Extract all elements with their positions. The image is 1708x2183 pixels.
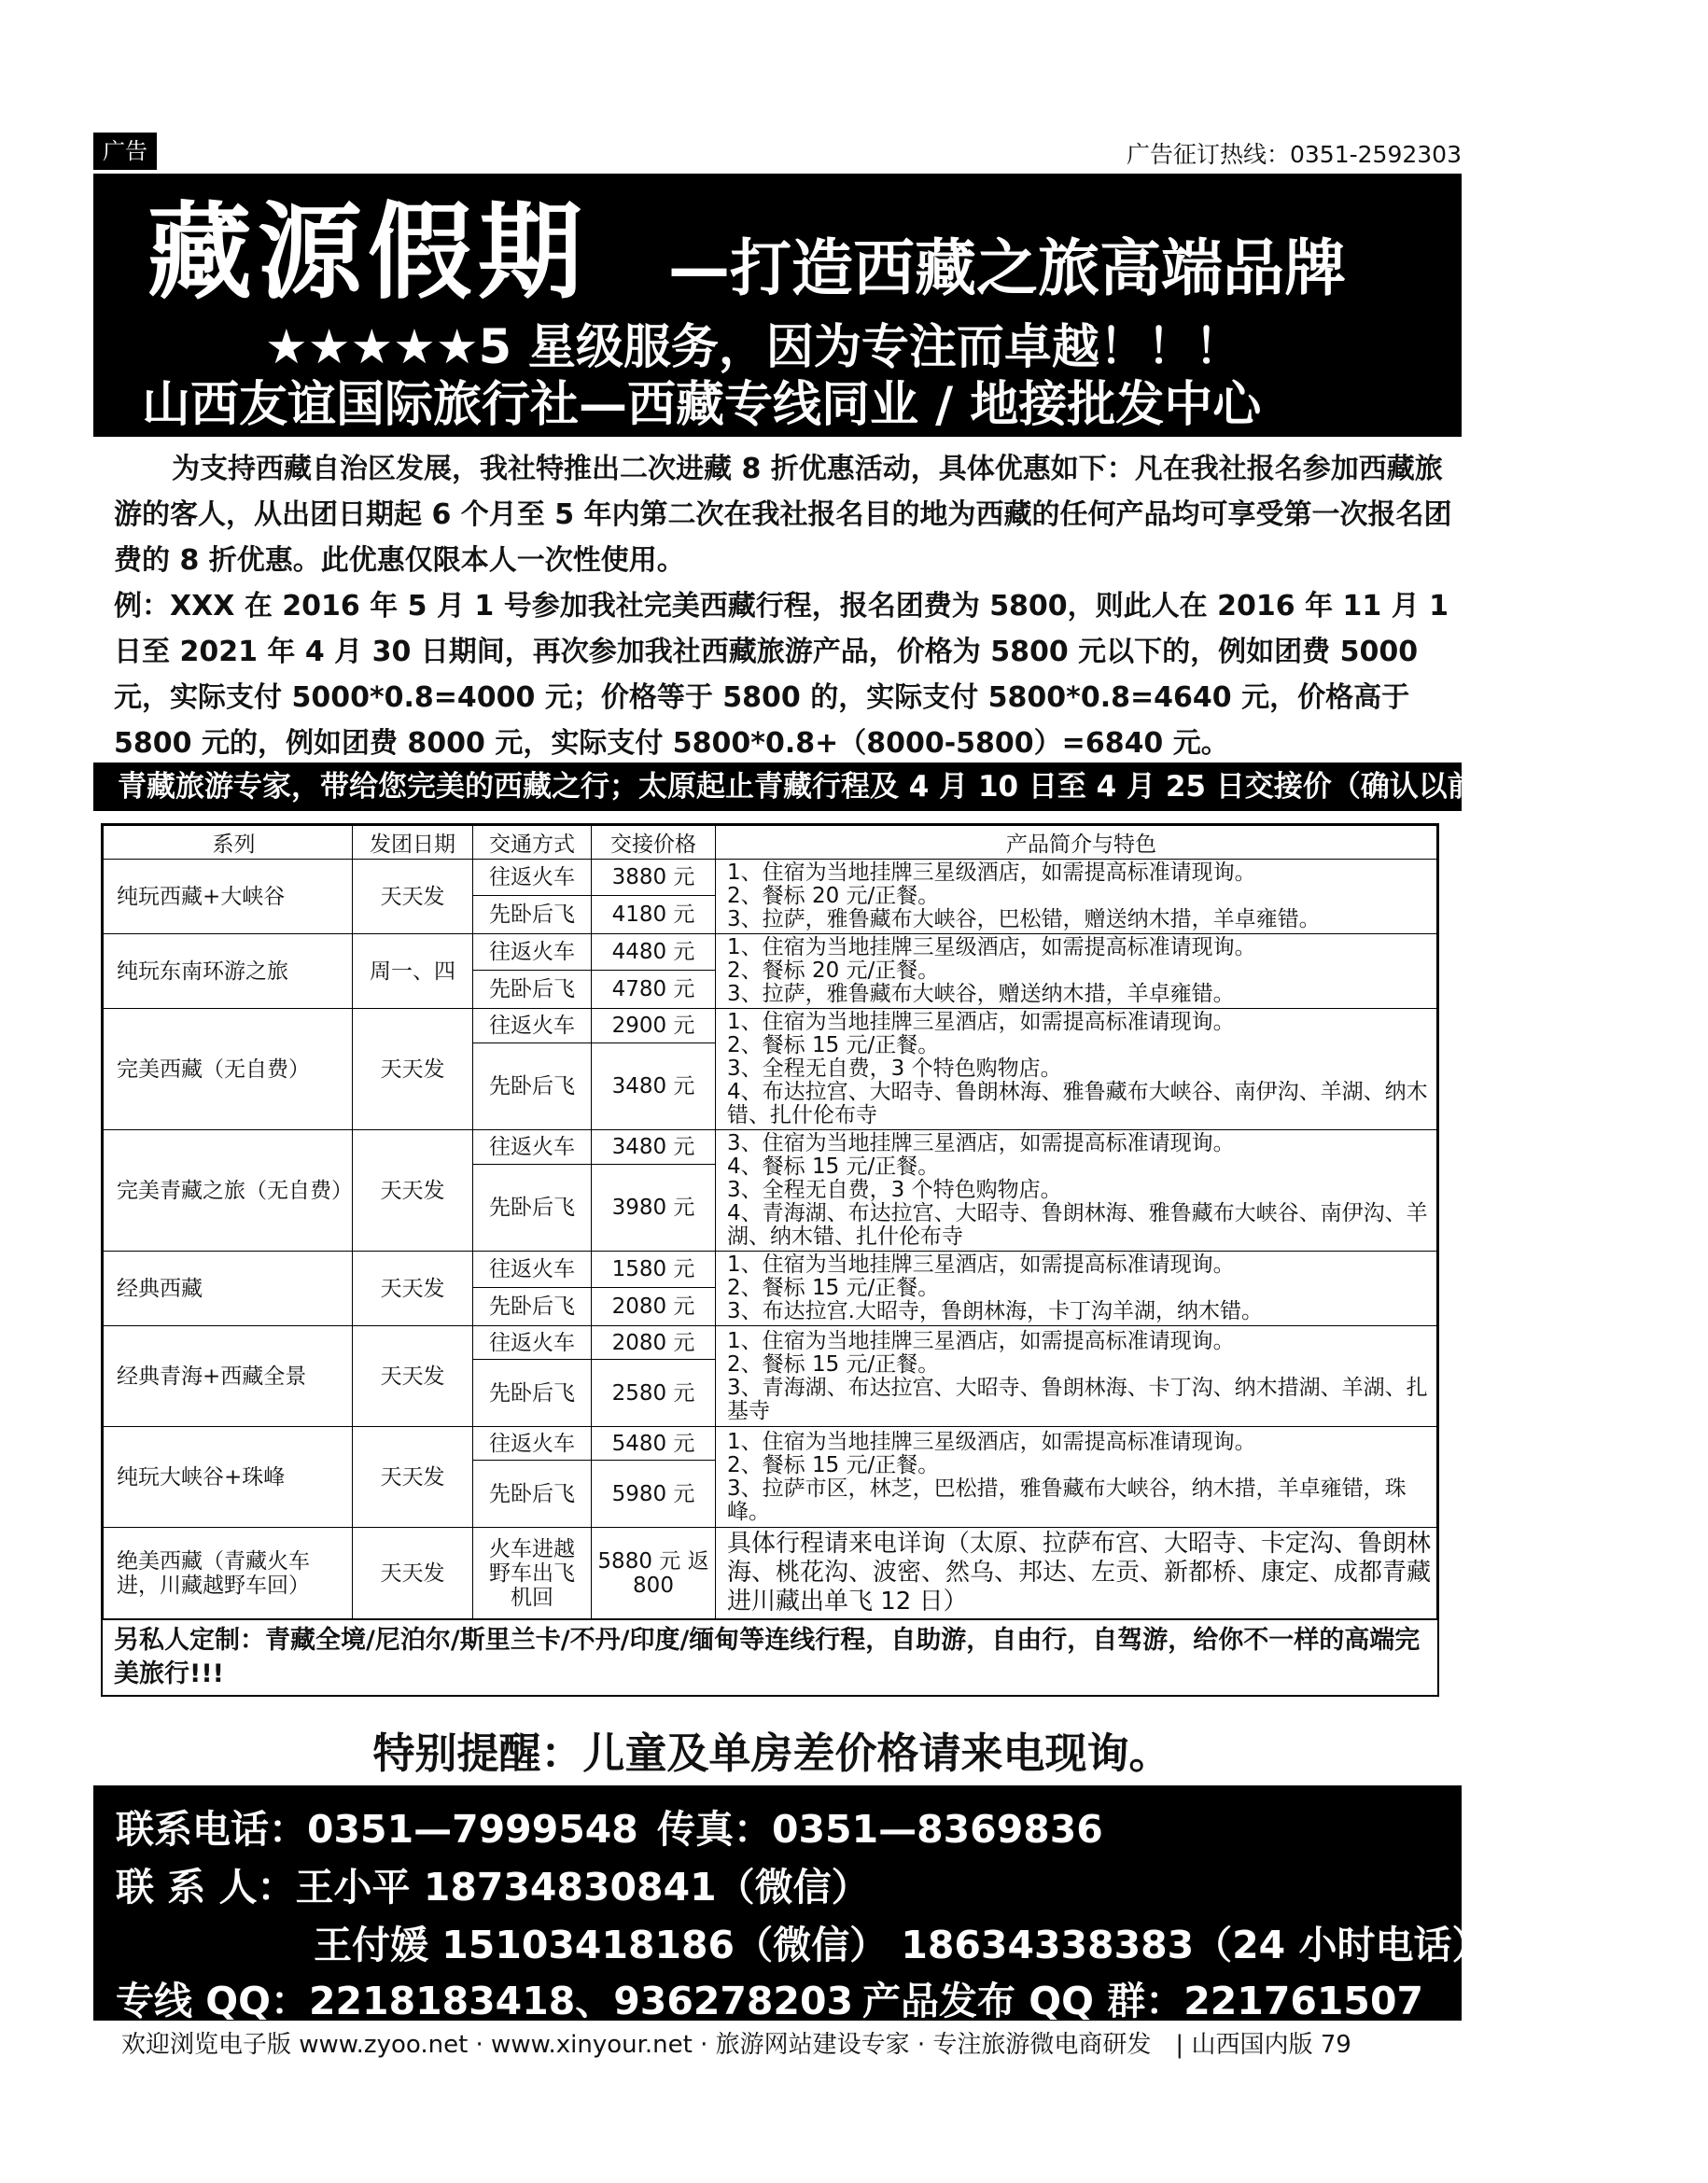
description-cell bbox=[716, 1130, 1437, 1252]
promo-paragraph: 为支持西藏自治区发展，我社特推出二次进藏 8 折优惠活动，具体优惠如下：凡在我社报名参加西藏旅游的客人，从出团日期起 6 个月至 5 年内第二次在我社报名目的地为西藏的任何产品均可享受第一次报名团费的 8 折优惠。此优惠仅限本人一次性使用。 bbox=[114, 453, 1452, 577]
series-cell: 经典青海+西藏全景 bbox=[104, 1326, 353, 1427]
price-cell: 3980 元 bbox=[592, 1164, 716, 1251]
table-row bbox=[104, 1252, 1437, 1288]
agency-name: 山西友谊国际旅行社—西藏专线同业 / 地接批发中心 bbox=[142, 377, 1262, 433]
section-bar: 青藏旅游专家，带给您完美的西藏之行；太原起止青藏行程及 4 月 10 日至 4 月 25 日交接价（确认以前请确认最新报价） bbox=[93, 763, 1462, 811]
header-date: 发团日期 bbox=[353, 826, 473, 860]
banner bbox=[93, 175, 1462, 437]
series-cell: 经典西藏 bbox=[104, 1252, 353, 1326]
desc-line: 1、住宿为当地挂牌三星酒店，如需提高标准请现询。 bbox=[727, 1252, 1235, 1277]
desc-line: 1、住宿为当地挂牌三星级酒店，如需提高标准请现询。 bbox=[727, 935, 1256, 959]
series-cell: 纯玩东南环游之旅 bbox=[104, 934, 353, 1009]
date-cell: 周一、四 bbox=[353, 934, 473, 1009]
price-cell: 5980 元 bbox=[592, 1461, 716, 1528]
date-cell: 天天发 bbox=[353, 1130, 473, 1252]
price-cell: 4780 元 bbox=[592, 970, 716, 1008]
ad-hotline: 广告征订热线：0351-2592303 bbox=[1127, 141, 1462, 168]
desc-line: 2、餐标 15 元/正餐。 bbox=[727, 1276, 940, 1300]
transport-cell: 往返火车 bbox=[473, 1427, 592, 1461]
price-cell: 4180 元 bbox=[592, 895, 716, 933]
desc-line: 2、餐标 20 元/正餐。 bbox=[727, 884, 940, 908]
transport-cell: 先卧后飞 bbox=[473, 1461, 592, 1528]
table-header-row bbox=[104, 826, 1437, 860]
series-cell: 完美青藏之旅（无自费） bbox=[104, 1130, 353, 1252]
description-cell bbox=[716, 1009, 1437, 1130]
desc-line: 4、布达拉宫、大昭寺、鲁朗林海、雅鲁藏布大峡谷、南伊沟、羊湖、纳木错、扎什伦布寺 bbox=[727, 1080, 1428, 1127]
desc-line: 具体行程请来电详询（太原、拉萨布宫、大昭寺、卡定沟、鲁朗林海、桃花沟、波密、然乌、邦达、左贡、新都桥、康定、成都青藏进川藏出单飞 12 日） bbox=[727, 1530, 1432, 1616]
table-row bbox=[104, 1427, 1437, 1461]
series-cell: 纯玩大峡谷+珠峰 bbox=[104, 1427, 353, 1528]
special-reminder: 特别提醒：儿童及单房差价格请来电现询。 bbox=[372, 1728, 1171, 1778]
contact-qq-group: 产品发布 QQ 群：221761507 bbox=[862, 1979, 1424, 2023]
table-row bbox=[104, 860, 1437, 896]
price-cell: 2580 元 bbox=[592, 1360, 716, 1427]
date-cell: 天天发 bbox=[353, 1427, 473, 1528]
series-cell: 绝美西藏（青藏火车进，川藏越野车回） bbox=[104, 1528, 353, 1619]
table-row bbox=[104, 1528, 1437, 1619]
contact-qq: 专线 QQ：2218183418、936278203 bbox=[116, 1979, 854, 2023]
transport-cell: 先卧后飞 bbox=[473, 1287, 592, 1325]
transport-cell: 火车进越野车出飞机回 bbox=[473, 1528, 592, 1619]
description-cell bbox=[716, 1326, 1437, 1427]
transport-cell: 先卧后飞 bbox=[473, 1164, 592, 1251]
transport-cell: 先卧后飞 bbox=[473, 895, 592, 933]
table-row bbox=[104, 1009, 1437, 1043]
header-series: 系列 bbox=[104, 826, 353, 860]
price-cell: 3880 元 bbox=[592, 860, 716, 896]
price-cell: 2080 元 bbox=[592, 1326, 716, 1360]
transport-cell: 先卧后飞 bbox=[473, 970, 592, 1008]
price-table bbox=[103, 825, 1437, 1619]
desc-line: 2、餐标 15 元/正餐。 bbox=[727, 1452, 940, 1477]
table-row bbox=[104, 1130, 1437, 1165]
date-cell: 天天发 bbox=[353, 1326, 473, 1427]
price-cell: 1580 元 bbox=[592, 1252, 716, 1288]
contact-phone: 联系电话：0351—7999548 bbox=[116, 1807, 638, 1852]
series-cell: 完美西藏（无自费） bbox=[104, 1009, 353, 1130]
price-cell: 2900 元 bbox=[592, 1009, 716, 1043]
transport-cell: 往返火车 bbox=[473, 1009, 592, 1043]
transport-cell: 往返火车 bbox=[473, 1130, 592, 1165]
desc-line: 3、青海湖、布达拉宫、大昭寺、鲁朗林海、卡丁沟、纳木措湖、羊湖、扎基寺 bbox=[727, 1375, 1428, 1423]
contact-person-primary: 联 系 人：王小平 18734830841（微信） bbox=[116, 1865, 870, 1910]
contact-block bbox=[93, 1785, 1491, 2023]
price-cell: 2080 元 bbox=[592, 1287, 716, 1325]
desc-line: 2、餐标 15 元/正餐。 bbox=[727, 1033, 940, 1057]
price-cell: 5880 元 返 800 bbox=[592, 1528, 716, 1619]
contact-fax: 传真：0351—8369836 bbox=[657, 1807, 1103, 1852]
brand-name: 藏源假期 bbox=[147, 192, 588, 314]
page-footer: 欢迎浏览电子版 www.zyoo.net · www.xinyour.net · 旅游网站建设专家 · 专注旅游微电商研发 | 山西国内版 79 bbox=[121, 2031, 1351, 2059]
desc-line: 3、住宿为当地挂牌三星酒店，如需提高标准请现询。 bbox=[727, 1131, 1235, 1155]
desc-line: 3、全程无自费，3 个特色购物店。 bbox=[727, 1057, 1062, 1081]
description-cell bbox=[716, 1528, 1437, 1619]
table-row bbox=[104, 1326, 1437, 1360]
brand-tagline: —打造西藏之旅高端品牌 bbox=[668, 232, 1346, 304]
desc-line: 4、餐标 15 元/正餐。 bbox=[727, 1154, 940, 1179]
price-cell: 3480 元 bbox=[592, 1043, 716, 1129]
table-row bbox=[104, 934, 1437, 971]
header-description: 产品简介与特色 bbox=[716, 826, 1437, 860]
header-price: 交接价格 bbox=[592, 826, 716, 860]
price-cell: 5480 元 bbox=[592, 1427, 716, 1461]
transport-cell: 先卧后飞 bbox=[473, 1043, 592, 1129]
date-cell: 天天发 bbox=[353, 1528, 473, 1619]
transport-cell: 往返火车 bbox=[473, 860, 592, 896]
promo-example: 例：XXX 在 2016 年 5 月 1 号参加我社完美西藏行程，报名团费为 5800，则此人在 2016 年 11 月 1 日至 2021 年 4 月 30 日期间，再次参加我社西藏旅游产品，价格为 5800 元以下的，例如团费 5000 元，实际支付 5000*0.8=4000 元；价格等于 5800 的，实际支付 5800*0.8=4640 元，价格高于 5800 元的，例如团费 8000 元，实际支付 5800*0.8+（8000-5800）=6840 元。 bbox=[114, 590, 1449, 760]
transport-cell: 往返火车 bbox=[473, 1326, 592, 1360]
description-cell bbox=[716, 1252, 1437, 1326]
header-transport: 交通方式 bbox=[473, 826, 592, 860]
desc-line: 1、住宿为当地挂牌三星级酒店，如需提高标准请现询。 bbox=[727, 861, 1256, 885]
desc-line: 2、餐标 15 元/正餐。 bbox=[727, 1351, 940, 1377]
price-table-box bbox=[101, 823, 1439, 1697]
desc-line: 3、拉萨，雅鲁藏布大峡谷，巴松错，赠送纳木措，羊卓雍错。 bbox=[727, 907, 1321, 931]
promo-intro bbox=[114, 446, 1463, 766]
ad-tag: 广告 bbox=[93, 133, 157, 170]
desc-line: 1、住宿为当地挂牌三星酒店，如需提高标准请现询。 bbox=[727, 1328, 1235, 1353]
desc-line: 2、餐标 20 元/正餐。 bbox=[727, 959, 940, 983]
date-cell: 天天发 bbox=[353, 1009, 473, 1130]
star-service-slogan: ★★★★★5 星级服务，因为专注而卓越！！！ bbox=[265, 320, 1242, 375]
private-custom-note: 另私人定制：青藏全境/尼泊尔/斯里兰卡/不丹/印度/缅甸等连线行程，自助游，自由行，自驾游，给你不一样的高端完美旅行!!! bbox=[103, 1619, 1437, 1695]
desc-line: 1、住宿为当地挂牌三星级酒店，如需提高标准请现询。 bbox=[727, 1429, 1256, 1454]
transport-cell: 先卧后飞 bbox=[473, 1360, 592, 1427]
contact-person-secondary: 王付媛 15103418186（微信） 18634338383（24 小时电话） bbox=[314, 1923, 1491, 1967]
desc-line: 3、布达拉宫.大昭寺，鲁朗林海，卡丁沟羊湖，纳木错。 bbox=[727, 1299, 1263, 1323]
price-cell: 3480 元 bbox=[592, 1130, 716, 1165]
transport-cell: 往返火车 bbox=[473, 934, 592, 971]
description-cell bbox=[716, 1427, 1437, 1528]
desc-line: 4、青海湖、布达拉宫、大昭寺、鲁朗林海、雅鲁藏布大峡谷、南伊沟、羊湖、纳木错、扎什伦布寺 bbox=[727, 1201, 1428, 1249]
series-cell: 纯玩西藏+大峡谷 bbox=[104, 860, 353, 934]
price-cell: 4480 元 bbox=[592, 934, 716, 971]
date-cell: 天天发 bbox=[353, 860, 473, 934]
desc-line: 3、拉萨市区，林芝，巴松措，雅鲁藏布大峡谷，纳木措，羊卓雍错，珠峰。 bbox=[727, 1476, 1407, 1524]
description-cell bbox=[716, 860, 1437, 934]
desc-line: 1、住宿为当地挂牌三星酒店，如需提高标准请现询。 bbox=[727, 1010, 1235, 1034]
description-cell bbox=[716, 934, 1437, 1009]
desc-line: 3、拉萨，雅鲁藏布大峡谷，赠送纳木措，羊卓雍错。 bbox=[727, 982, 1235, 1006]
date-cell: 天天发 bbox=[353, 1252, 473, 1326]
desc-line: 3、全程无自费，3 个特色购物店。 bbox=[727, 1178, 1062, 1202]
transport-cell: 往返火车 bbox=[473, 1252, 592, 1288]
